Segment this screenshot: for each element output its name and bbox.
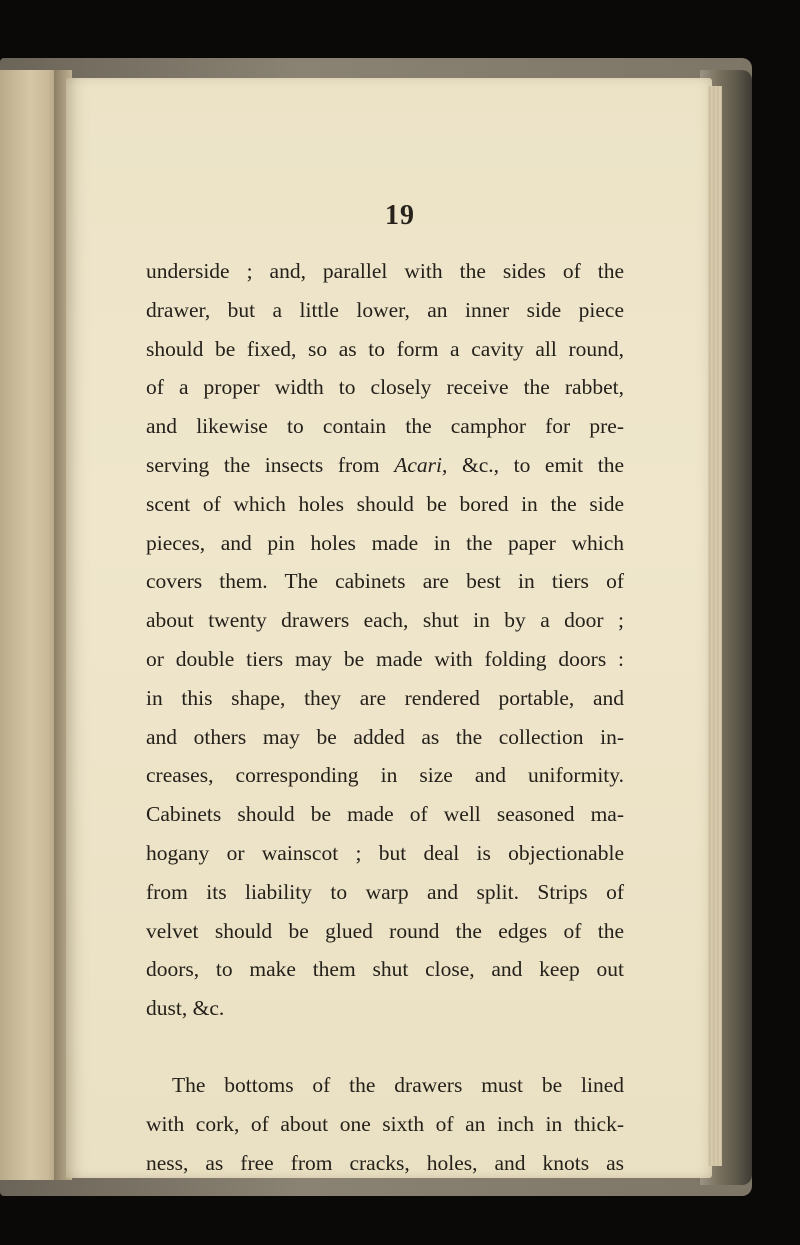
text-line: of a proper width to closely receive the rabbet, [146,375,624,400]
page-body-text [146,252,624,1182]
paragraph-2 [146,1066,624,1182]
text-line: should be fixed, so as to form a cavity all round, [146,336,624,361]
page-number: 19 [385,200,415,231]
text-line: and others may be added as the collection in- [146,724,624,749]
text-line: and likewise to contain the camphor for pre- [146,414,624,439]
text-line: doors, to make them shut close, and keep out [146,957,624,982]
text-line: covers them. The cabinets are best in tiers of [146,569,624,594]
text-line: The bottoms of the drawers must be lined [172,1072,624,1097]
paragraph-1 [146,252,624,1028]
text-line: with cork, of about one sixth of an inch in thick- [146,1111,624,1136]
text-line: drawer, but a little lower, an inner side piece [146,297,624,322]
text-line: underside ; and, parallel with the sides of the [146,259,624,283]
text-line: scent of which holes should be bored in the side [146,491,624,516]
italic-term: Acari [394,452,443,477]
text-line: ness, as free from cracks, holes, and knots as [146,1150,624,1175]
text-line: or double tiers may be made with folding doors : [146,646,624,671]
text-line-with-italic: serving the insects from Acari, &c., to emit the [146,452,624,477]
text-line: in this shape, they are rendered portable, and [146,685,624,710]
text-line: about twenty drawers each, shut in by a door ; [146,608,624,633]
text-line: velvet should be glued round the edges of the [146,918,624,943]
text-line: hogany or wainscot ; but deal is objectionable [146,840,624,865]
paragraph-gap [146,1028,624,1066]
page-block-edge [708,86,722,1166]
text-line: creases, corresponding in size and uniformity. [146,763,624,788]
text-line: dust, &c. [146,996,225,1021]
text-line: pieces, and pin holes made in the paper which [146,530,624,555]
text-line: Cabinets should be made of well seasoned ma- [146,802,624,827]
facing-page-edge [0,70,60,1180]
text-line: from its liability to warp and split. Strips of [146,879,624,904]
